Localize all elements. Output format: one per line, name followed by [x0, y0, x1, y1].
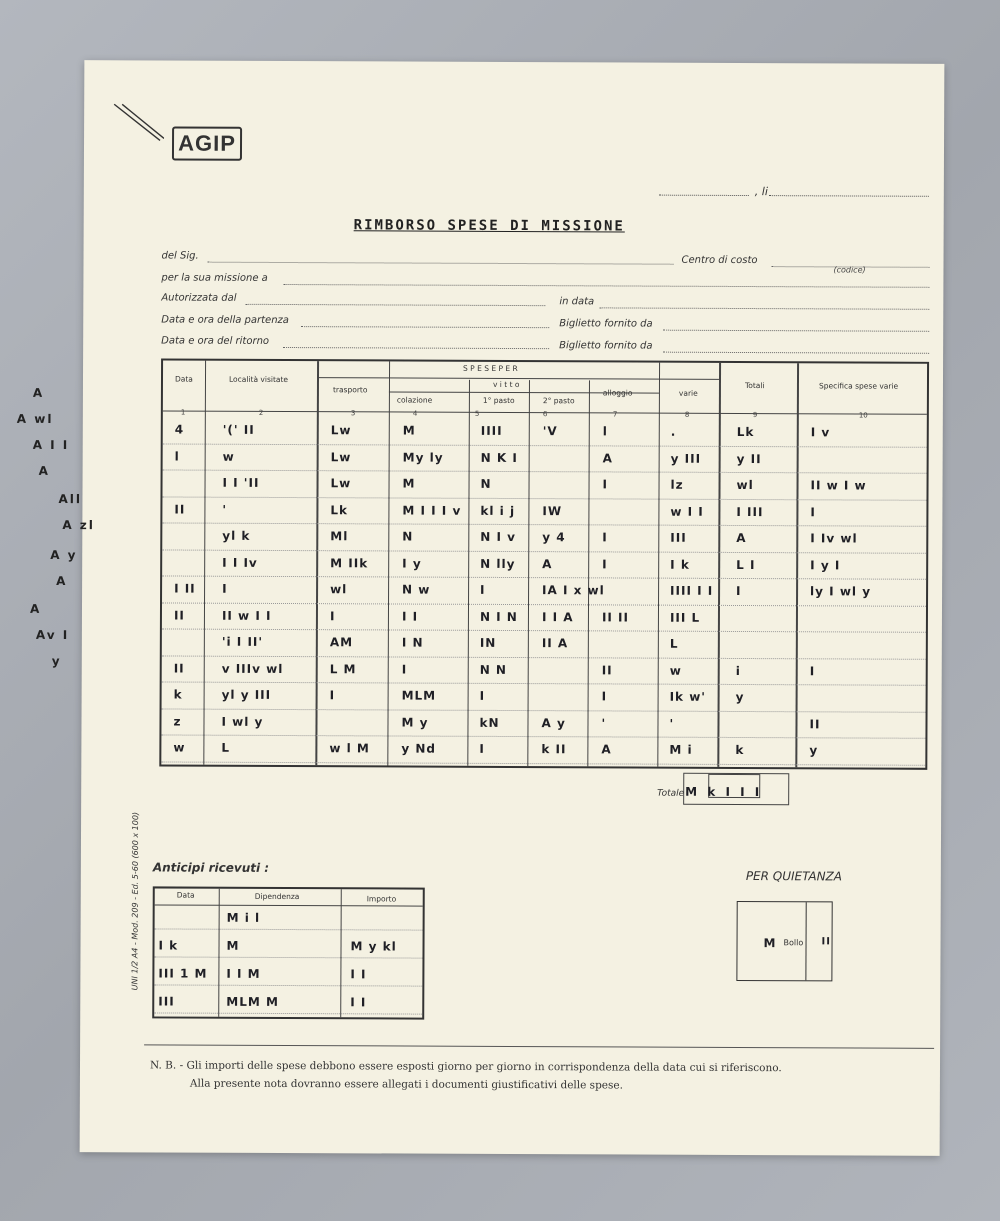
table-cell[interactable]: k: [173, 687, 183, 702]
totale-value: M k I I I: [685, 784, 763, 800]
anticipi-cell[interactable]: III: [158, 994, 175, 1009]
table-cell[interactable]: My ly: [402, 450, 444, 465]
field-in-data[interactable]: [599, 307, 929, 309]
table-cell[interactable]: N I N: [479, 609, 518, 624]
table-cell[interactable]: I: [329, 608, 336, 623]
table-cell[interactable]: N N: [479, 662, 508, 677]
anticipi-table: [152, 886, 425, 1019]
header-2-pasto: 2° pasto: [542, 396, 575, 406]
table-cell[interactable]: N I v: [480, 529, 517, 545]
table-cell[interactable]: N w: [402, 582, 431, 597]
header-specifica: Specifica spese varie: [818, 381, 899, 391]
col-number: 10: [858, 411, 868, 420]
row-line: [162, 496, 926, 500]
col-number: 1: [180, 408, 186, 417]
header-totali: Totali: [744, 381, 765, 391]
margin-mark: A: [56, 574, 68, 589]
table-cell[interactable]: w l M: [329, 741, 370, 756]
table-cell[interactable]: I I: [401, 609, 419, 624]
row-line: [154, 984, 422, 986]
table-cell[interactable]: II: [174, 502, 186, 517]
table-cell[interactable]: M: [402, 476, 416, 491]
anticipi-cell[interactable]: I k: [158, 938, 179, 953]
col-number: 9: [752, 411, 758, 420]
table-cell[interactable]: lz: [670, 477, 684, 492]
table-cell[interactable]: II w I I: [221, 608, 272, 623]
table-cell[interactable]: L M: [329, 661, 357, 676]
table-cell[interactable]: Lk: [736, 424, 755, 440]
form-title: RIMBORSO SPESE DI MISSIONE: [353, 217, 625, 235]
table-cell[interactable]: II: [173, 608, 185, 623]
field-missione[interactable]: [283, 284, 929, 288]
table-cell[interactable]: w: [173, 740, 186, 755]
header-data: Data: [174, 374, 193, 384]
table-cell[interactable]: ': [601, 715, 607, 730]
table-cell[interactable]: M: [402, 423, 416, 438]
table-cell[interactable]: IA I x wl: [542, 583, 605, 598]
per-quietanza-label: PER QUIETANZA: [745, 869, 843, 884]
field-autorizzata[interactable]: [245, 304, 545, 306]
table-cell[interactable]: ly I wl y: [810, 584, 872, 599]
table-cell[interactable]: I: [602, 530, 608, 545]
table-cell[interactable]: I: [602, 477, 609, 492]
table-cell[interactable]: y: [809, 743, 819, 758]
table-cell[interactable]: I: [602, 556, 608, 571]
table-cell[interactable]: z: [173, 714, 182, 729]
header-trasporto: trasporto: [332, 385, 368, 395]
bollo-label: Bollo: [783, 938, 804, 948]
table-cell[interactable]: A y: [541, 715, 566, 730]
table-cell[interactable]: M IIk: [330, 555, 369, 570]
table-cell[interactable]: y: [735, 689, 745, 705]
table-cell[interactable]: I y: [402, 556, 422, 571]
row-line: [162, 575, 926, 579]
field-biglietto-2[interactable]: [663, 352, 929, 354]
table-cell[interactable]: L: [221, 740, 231, 755]
table-cell[interactable]: I III: [736, 504, 764, 519]
table-cell[interactable]: A: [736, 530, 747, 546]
table-cell[interactable]: ': [222, 502, 228, 517]
table-cell[interactable]: i: [735, 663, 741, 678]
table-cell[interactable]: wl: [736, 477, 754, 493]
table-cell[interactable]: kl i j: [480, 503, 516, 518]
table-cell[interactable]: I I Iv: [222, 555, 258, 570]
stamp-mark-left: M: [763, 936, 777, 951]
row-line: [154, 1012, 422, 1014]
label-codice: (codice): [833, 265, 866, 275]
table-cell[interactable]: A: [542, 556, 553, 571]
col-number: 7: [612, 410, 618, 419]
table-cell[interactable]: II: [809, 716, 821, 731]
row-line: [162, 549, 926, 553]
anticipi-cell[interactable]: I I M: [226, 966, 261, 981]
table-cell[interactable]: I II: [174, 581, 196, 596]
table-cell[interactable]: I: [480, 582, 486, 597]
table-cell[interactable]: N lly: [480, 556, 516, 571]
table-cell[interactable]: Lk: [330, 502, 349, 517]
form-code-text: UNI 1/2 A4 - Mod. 209 - Ed. 5-60 (600 x 100): [130, 811, 141, 991]
row-line: [162, 602, 926, 606]
form-sheet: [16, 60, 945, 1156]
margin-mark: A: [38, 463, 50, 478]
anticipi-cell[interactable]: III 1 M: [158, 966, 208, 981]
margin-mark: All: [58, 492, 83, 507]
table-cell[interactable]: y 4: [542, 530, 566, 545]
table-cell[interactable]: A: [602, 450, 613, 465]
table-cell[interactable]: Lw: [330, 476, 352, 491]
margin-mark: A I I: [32, 437, 70, 453]
row-line: [162, 628, 926, 632]
field-del-sig[interactable]: [208, 262, 674, 265]
table-cell[interactable]: A: [601, 742, 612, 757]
table-cell[interactable]: l: [174, 449, 180, 464]
row-line: [161, 734, 925, 738]
header-localita: Località visitate: [228, 374, 289, 385]
label-missione: per la sua missione a: [161, 272, 268, 284]
label-del-sig: del Sig.: [161, 250, 199, 262]
table-cell[interactable]: L: [669, 636, 679, 651]
table-cell[interactable]: w: [222, 449, 235, 464]
anticipi-cell[interactable]: MLM M: [226, 994, 279, 1009]
margin-mark: A zl: [62, 518, 95, 533]
table-cell[interactable]: I: [601, 689, 608, 704]
anticipi-header-dipendenza: Dipendenza: [254, 891, 300, 902]
table-cell[interactable]: IW: [542, 503, 563, 518]
date-suffix: , li: [754, 185, 768, 199]
table-cell[interactable]: IN: [479, 635, 497, 650]
label-autorizzata: Autorizzata dal: [161, 292, 237, 304]
table-cell[interactable]: I: [736, 583, 742, 599]
header-varie: varie: [678, 388, 698, 398]
agip-logo: AGIP: [172, 127, 242, 161]
label-in-data: in data: [559, 296, 595, 308]
table-cell[interactable]: I: [329, 688, 336, 703]
table-cell[interactable]: I k: [670, 557, 690, 572]
table-cell[interactable]: I: [810, 504, 816, 519]
header-colazione: colazione: [396, 395, 433, 405]
table-cell[interactable]: N K I: [480, 450, 518, 465]
nb-note: [150, 1056, 782, 1095]
stamp-area[interactable]: [736, 901, 832, 981]
nb-line-2: Alla presente nota dovranno essere allegati i documenti giustificativi delle spese.: [189, 1077, 623, 1092]
table-cell[interactable]: Lw: [330, 423, 352, 438]
table-cell[interactable]: ': [669, 716, 675, 731]
col-number: 3: [350, 409, 356, 418]
margin-mark: A wl: [16, 411, 54, 426]
margin-mark: Av I: [35, 627, 70, 643]
label-biglietto-1: Biglietto fornito da: [559, 318, 653, 330]
table-cell[interactable]: 4: [174, 422, 185, 437]
row-line: [161, 761, 925, 765]
table-cell[interactable]: I wl y: [221, 714, 264, 729]
table-cell[interactable]: 'i I II': [221, 634, 264, 649]
col-number: 8: [684, 410, 690, 419]
table-cell[interactable]: 'V: [542, 424, 558, 439]
table-cell[interactable]: kN: [479, 715, 500, 730]
anticipi-header-data: Data: [176, 890, 195, 900]
table-cell[interactable]: N: [402, 529, 414, 544]
nb-line-1: N. B. - Gli importi delle spese debbono essere esposti giorno per giorno in corrispondenza della data cui si riferiscono.: [149, 1059, 782, 1075]
table-cell[interactable]: y III: [670, 451, 702, 466]
table-cell[interactable]: I: [401, 662, 408, 677]
table-cell[interactable]: M I I I v: [402, 503, 462, 518]
table-cell[interactable]: AM: [329, 635, 354, 650]
anticipi-header-importo: Importo: [366, 894, 397, 904]
table-cell[interactable]: I I 'II: [222, 475, 260, 490]
table-cell[interactable]: I: [479, 688, 486, 703]
divider: [144, 1044, 934, 1048]
row-line: [163, 469, 927, 473]
row-line: [162, 522, 926, 526]
table-cell[interactable]: Lw: [330, 449, 352, 464]
anticipi-cell[interactable]: M: [226, 938, 240, 953]
col-number: 5: [474, 409, 480, 418]
label-ritorno: Data e ora del ritorno: [161, 335, 270, 347]
margin-mark: A y: [50, 547, 78, 563]
table-cell[interactable]: L I: [736, 557, 756, 572]
table-cell[interactable]: k: [735, 742, 745, 758]
logo-slash-icon: [112, 102, 164, 142]
table-cell[interactable]: N: [480, 476, 492, 491]
table-cell[interactable]: III L: [669, 610, 701, 625]
table-cell[interactable]: yl k: [222, 528, 251, 543]
table-cell[interactable]: II: [173, 661, 185, 676]
table-cell[interactable]: II II: [601, 609, 630, 625]
label-biglietto-2: Biglietto fornito da: [559, 340, 653, 352]
table-cell[interactable]: III: [670, 530, 687, 545]
anticipi-cell[interactable]: I I: [350, 995, 367, 1010]
table-cell[interactable]: yl y III: [221, 687, 272, 702]
col-number: 2: [258, 408, 264, 417]
header-vitto: v i t t o: [492, 379, 520, 390]
row-line: [154, 956, 422, 958]
table-cell[interactable]: I N: [401, 635, 424, 650]
table-cell[interactable]: y II: [736, 451, 762, 466]
table-cell[interactable]: IIII I I: [670, 583, 714, 598]
table-cell[interactable]: I: [479, 741, 485, 756]
stamp-mark-right: II: [821, 936, 832, 948]
table-cell[interactable]: M i: [669, 742, 693, 757]
margin-mark: A: [29, 601, 42, 616]
field-biglietto-1[interactable]: [663, 330, 929, 332]
table-cell[interactable]: wl: [330, 582, 348, 597]
table-cell[interactable]: y Nd: [401, 741, 437, 756]
row-line: [162, 708, 926, 712]
table-cell[interactable]: MLM: [401, 688, 437, 703]
field-partenza[interactable]: [301, 326, 549, 328]
margin-mark: A: [32, 385, 45, 400]
table-cell[interactable]: IIII: [480, 423, 503, 438]
header-spese-per: S P E S E P E R: [463, 363, 518, 374]
table-cell[interactable]: II w I w: [810, 478, 867, 493]
table-cell[interactable]: v IIIv wl: [221, 661, 284, 676]
table-cell[interactable]: I y I: [810, 557, 841, 572]
row-line: [163, 443, 927, 447]
header-alloggio: alloggio: [602, 388, 633, 398]
table-cell[interactable]: I: [809, 663, 816, 678]
row-line: [162, 655, 926, 659]
label-partenza: Data e ora della partenza: [161, 314, 289, 327]
table-cell[interactable]: w I I: [670, 504, 704, 519]
col-number: 4: [412, 409, 418, 418]
table-cell[interactable]: k II: [541, 742, 567, 757]
margin-mark: y: [51, 653, 62, 669]
table-cell[interactable]: II A: [541, 636, 569, 651]
table-cell[interactable]: I v: [810, 425, 831, 440]
table-cell[interactable]: Ik w': [669, 689, 707, 704]
table-cell[interactable]: l: [602, 424, 608, 439]
table-cell[interactable]: Ml: [330, 529, 349, 544]
anticipi-cell[interactable]: M y kl: [350, 939, 397, 954]
row-line: [162, 681, 926, 685]
field-ritorno[interactable]: [283, 347, 549, 349]
table-cell[interactable]: I Iv wl: [810, 531, 858, 546]
date-place-line: [659, 185, 929, 199]
col-number: 6: [542, 410, 548, 419]
table-cell[interactable]: M y: [401, 715, 429, 730]
table-cell[interactable]: II: [601, 662, 613, 677]
table-cell[interactable]: I: [222, 581, 228, 596]
label-centro-di-costo: Centro di costo: [681, 254, 758, 267]
table-cell[interactable]: .: [670, 424, 677, 439]
expenses-table: [159, 358, 929, 769]
header-1-pasto: 1° pasto: [482, 395, 515, 406]
table-cell[interactable]: '(' II: [222, 422, 255, 437]
anticipi-cell[interactable]: I I: [350, 967, 367, 982]
anticipi-cell[interactable]: M i l: [226, 910, 261, 925]
anticipi-title: Anticipi ricevuti :: [152, 860, 270, 875]
table-cell[interactable]: I I A: [541, 609, 574, 624]
table-cell[interactable]: w: [669, 663, 682, 678]
row-line: [155, 928, 423, 930]
totale-label: Totale: [657, 788, 685, 799]
